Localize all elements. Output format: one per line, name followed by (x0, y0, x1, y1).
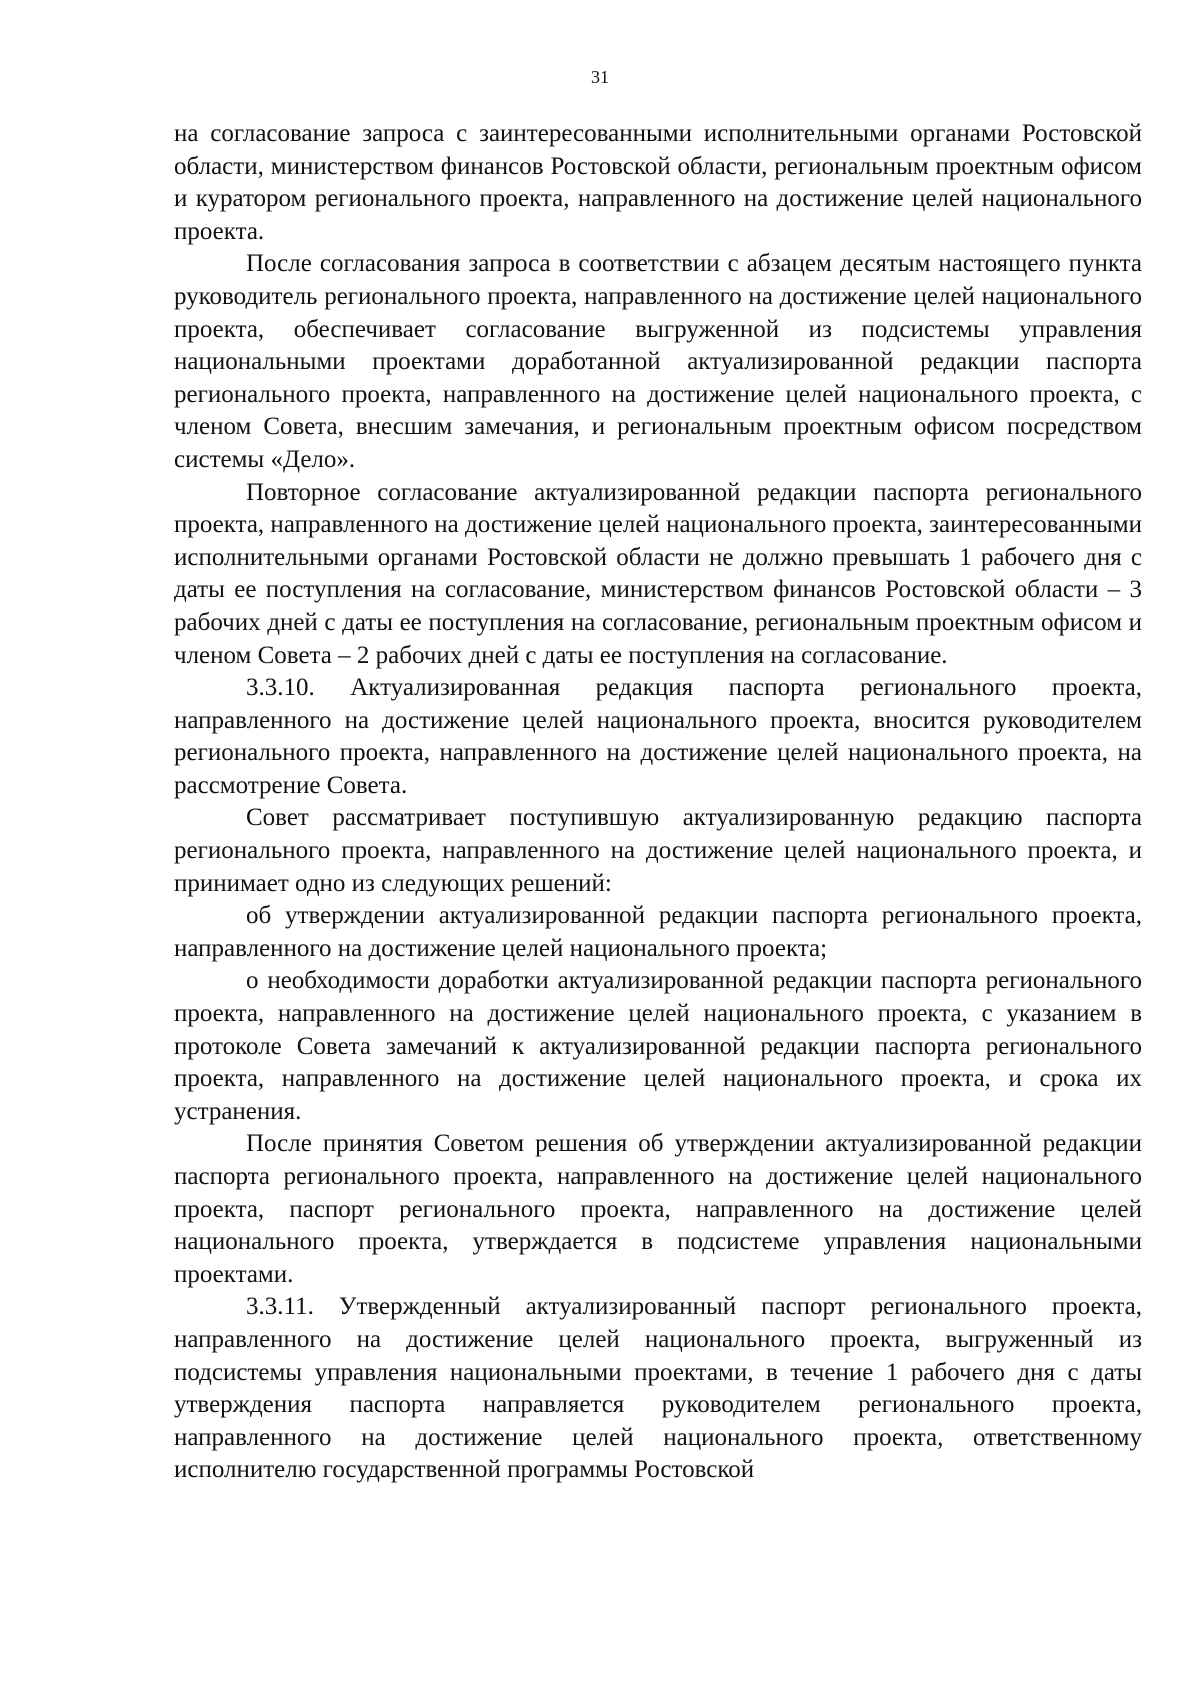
page-number: 31 (591, 67, 609, 87)
paragraph-continuation: на согласование запроса с заинтересованными исполнительными органами Ростовской области, министерством финансов Ростовской области, региональным проектным офисом и куратором регионального проекта, направленного на достижение целей национального проекта. (174, 120, 1142, 245)
paragraph: После принятия Советом решения об утверждении актуализированной редакции паспорта регионального проекта, направленного на достижение целей национального проекта, паспорт регионального проекта, направленного на достижение целей национального проекта, утверждается в подсистеме управления национальными проектами. (174, 1130, 1142, 1288)
paragraph-clause-3-3-11: 3.3.11. Утвержденный актуализированный паспорт регионального проекта, направленного на достижение целей национального проекта, выгруженный из подсистемы управления национальными проектами, в течение 1 рабочего дня с даты утверждения паспорта направляется руководителем регионального проекта, направленного на достижение целей национального проекта, ответственному исполнителю государственной программы Ростовской (174, 1293, 1142, 1484)
paragraph-clause-3-3-10: 3.3.10. Актуализированная редакция паспорта регионального проекта, направленного на достижение целей национального проекта, вносится руководителем регионального проекта, направленного на достижение целей национального проекта, на рассмотрение Совета. (174, 674, 1142, 799)
paragraph-decision-option: о необходимости доработки актуализированной редакции паспорта регионального проекта, направленного на достижение целей национального проекта, с указанием в протоколе Совета замечаний к актуализированной редакции паспорта регионального проекта, направленного на достижение целей национального проекта, и срока их устранения. (174, 967, 1142, 1125)
paragraph: Совет рассматривает поступившую актуализированную редакцию паспорта регионального проекта, направленного на достижение целей национального проекта, и принимает одно из следующих решений: (174, 804, 1142, 897)
paragraph-decision-option: об утверждении актуализированной редакции паспорта регионального проекта, направленного на достижение целей национального проекта; (174, 902, 1142, 962)
paragraph: Повторное согласование актуализированной редакции паспорта регионального проекта, направленного на достижение целей национального проекта, заинтересованными исполнительными органами Ростовской области не должно превышать 1 рабочего дня с даты ее поступления на согласование, министерством финансов Ростовской области – 3 рабочих дней с даты ее поступления на согласование, региональным проектным офисом и членом Совета – 2 рабочих дней с даты ее поступления на согласование. (174, 478, 1142, 669)
paragraph: После согласования запроса в соответствии с абзацем десятым настоящего пункта руководитель регионального проекта, направленного на достижение целей национального проекта, обеспечивает согласование выгруженной из подсистемы управления национальными проектами доработанной актуализированной редакции паспорта регионального проекта, направленного на достижение целей национального проекта, с членом Совета, внесшим замечания, и региональным проектным офисом посредством системы «Дело». (174, 250, 1142, 473)
document-body (174, 118, 1142, 1487)
